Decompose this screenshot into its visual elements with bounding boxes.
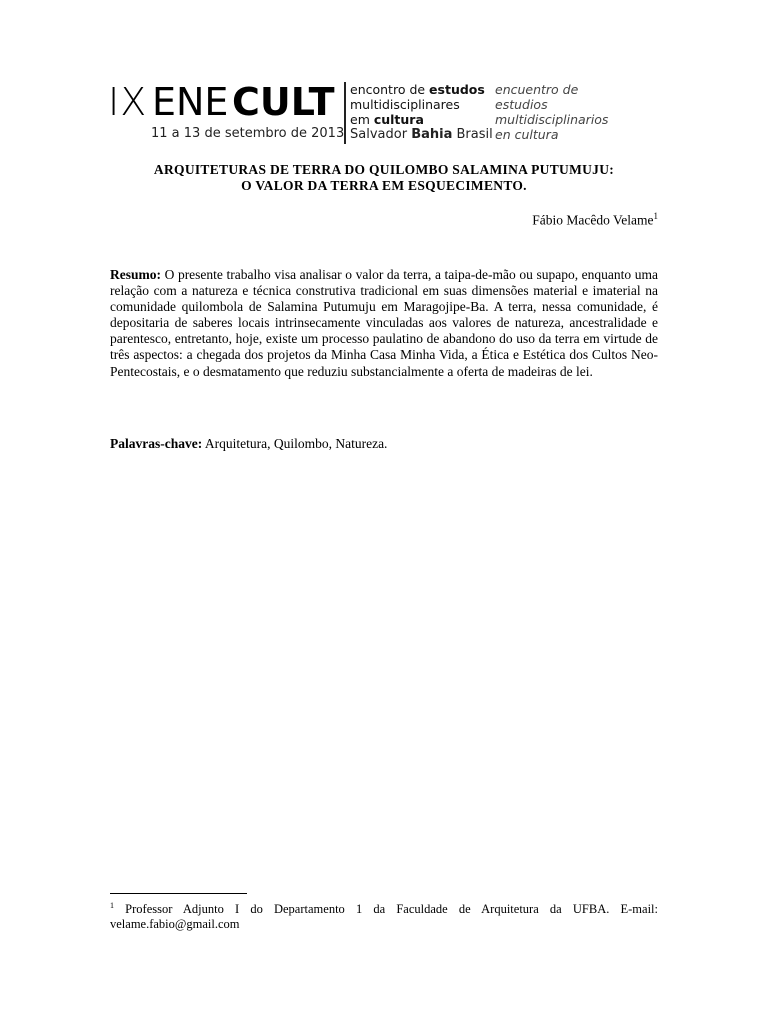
- author-text: Fábio Macêdo Velame: [532, 212, 654, 228]
- title-line-1: ARQUITETURAS DE TERRA DO QUILOMBO SALAMINA PUTUMUJU:: [153, 162, 615, 177]
- abstract-text: O presente trabalho visa analisar o valor da terra, a taipa-de-mão ou supapo, enquanto uma relação com a natureza e técnica construtiva tradicional em suas dimensões material e imaterial na comunidade quilombola de Salamina Putumuju em Maragojipe-Ba. A terra, nessa comunidade, é depositaria de saberes locais intrinsecamente vinculadas aos valores de natureza, ancestralidade e parentesco, entretanto, hoje, existe um processo paulatino de abandono do uso da terra em virtude de três aspectos: a chegada dos projetos da Minha Casa Minha Vida, a Ética e Estética dos Cultos Neo-Pentecostais, e o desmatamento que reduziu substancialmente a oferta de madeiras de lei.: [110, 267, 658, 379]
- conference-name-pt: [350, 82, 485, 127]
- pt-line3-pre: em: [350, 112, 374, 127]
- city-post: Brasil: [452, 127, 493, 142]
- footnote-text: Professor Adjunto I do Departamento 1 da Faculdade de Arquitetura da UFBA. E-mail: velame.fabio@gmail.com: [110, 902, 658, 932]
- keywords-label: Palavras-chave:: [110, 436, 203, 451]
- city-pre: Salvador: [350, 127, 412, 142]
- logo-divider: [344, 82, 346, 144]
- keywords-text: Arquitetura, Quilombo, Natureza.: [202, 436, 388, 451]
- logo-roman-numeral: IX: [108, 80, 148, 124]
- city-bold: Bahia: [411, 127, 453, 142]
- conference-dates: 11 a 13 de setembro de 2013: [151, 126, 345, 141]
- logo-ene: ENE: [152, 80, 229, 124]
- footnote-mark: 1: [110, 901, 114, 910]
- pt-line2: multidisciplinares: [350, 97, 460, 112]
- title-line-2: O VALOR DA TERRA EM ESQUECIMENTO.: [241, 178, 527, 193]
- footnote: [110, 898, 658, 932]
- conference-location: [350, 127, 493, 142]
- conference-header: [108, 80, 628, 146]
- paper-title: [110, 162, 658, 194]
- abstract: [110, 267, 658, 380]
- conference-name-es: [495, 82, 628, 142]
- es-line3: en cultura: [495, 127, 559, 142]
- keywords: [110, 436, 658, 452]
- abstract-label: Resumo:: [110, 267, 161, 282]
- author-footnote-mark: 1: [653, 211, 658, 221]
- pt-line3-bold: cultura: [373, 112, 424, 127]
- pt-line1-bold: estudos: [429, 82, 485, 97]
- es-line1: encuentro de estudios: [495, 82, 579, 112]
- pt-line1-pre: encontro de: [350, 82, 430, 97]
- logo-cult: CULT: [232, 80, 335, 124]
- footnote-divider: [110, 893, 247, 894]
- es-line2: multidisciplinarios: [495, 112, 609, 127]
- author-name: [532, 211, 658, 229]
